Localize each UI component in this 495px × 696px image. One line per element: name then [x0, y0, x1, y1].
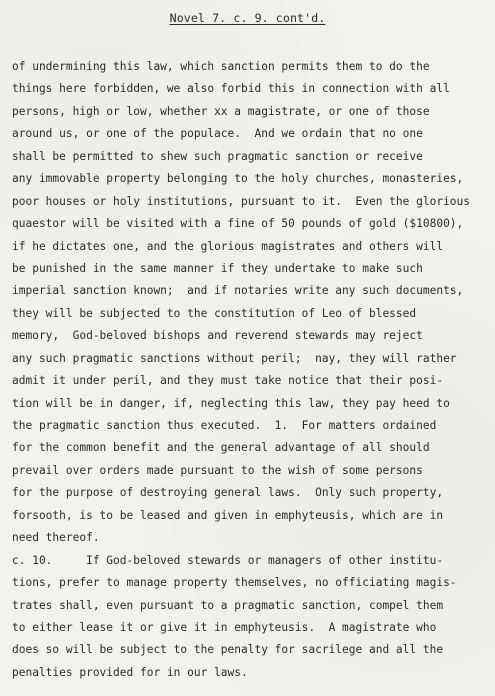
text-line: persons, high or low, whether xx a magistrate, or one of those — [12, 104, 430, 118]
text-line: be punished in the same manner if they undertake to make such — [12, 261, 423, 275]
text-line: for the purpose of destroying general laws. Only such property, — [12, 486, 444, 500]
body-text — [12, 60, 490, 688]
text-line: quaestor will be visited with a fine of 50 pounds of gold ($10800), — [12, 217, 464, 231]
text-line: trates shall, even pursuant to a pragmatic sanction, compel them — [12, 598, 444, 612]
page-header — [0, 11, 495, 25]
text-line: any such pragmatic sanctions without peril; nay, they will rather — [12, 351, 457, 365]
text-line: prevail over orders made pursuant to the wish of some persons — [12, 463, 423, 477]
text-line: admit it under peril, and they must take notice that their posi- — [12, 374, 444, 388]
text-line: need thereof. — [12, 531, 100, 545]
text-line: for the common benefit and the general advantage of all should — [12, 441, 430, 455]
text-line: tion will be in danger, if, neglecting this law, they pay heed to — [12, 396, 450, 410]
text-line: shall be permitted to shew such pragmatic sanction or receive — [12, 149, 423, 163]
text-line: memory, God-beloved bishops and reverend stewards may reject — [12, 329, 423, 343]
text-line: c. 10. If God-beloved stewards or managers of other institu- — [12, 553, 444, 567]
text-line: poor houses or holy institutions, pursuant to it. Even the glorious — [12, 194, 471, 208]
text-line: if he dictates one, and the glorious magistrates and others will — [12, 239, 444, 253]
text-line: tions, prefer to manage property themselves, no officiating magis- — [12, 576, 457, 590]
text-line: penalties provided for in our laws. — [12, 665, 248, 679]
text-line: of undermining this law, which sanction permits them to do the — [12, 60, 430, 73]
text-line: forsooth, is to be leased and given in emphyteusis, which are in — [12, 508, 444, 522]
text-line: to either lease it or give it in emphyteusis. A magistrate who — [12, 620, 437, 634]
text-line: does so will be subject to the penalty for sacrilege and all the — [12, 643, 444, 657]
text-line: they will be subjected to the constitution of Leo of blessed — [12, 306, 417, 320]
text-line: any immovable property belonging to the holy churches, monasteries, — [12, 172, 464, 186]
page-header-text: Novel 7. c. 9. cont'd. — [169, 11, 326, 25]
text-line: around us, or one of the populace. And we ordain that no one — [12, 127, 423, 141]
text-line: things here forbidden, we also forbid this in connection with all — [12, 82, 450, 96]
text-line: imperial sanction known; and if notaries write any such documents, — [12, 284, 464, 298]
text-line: the pragmatic sanction thus executed. 1. For matters ordained — [12, 419, 437, 432]
